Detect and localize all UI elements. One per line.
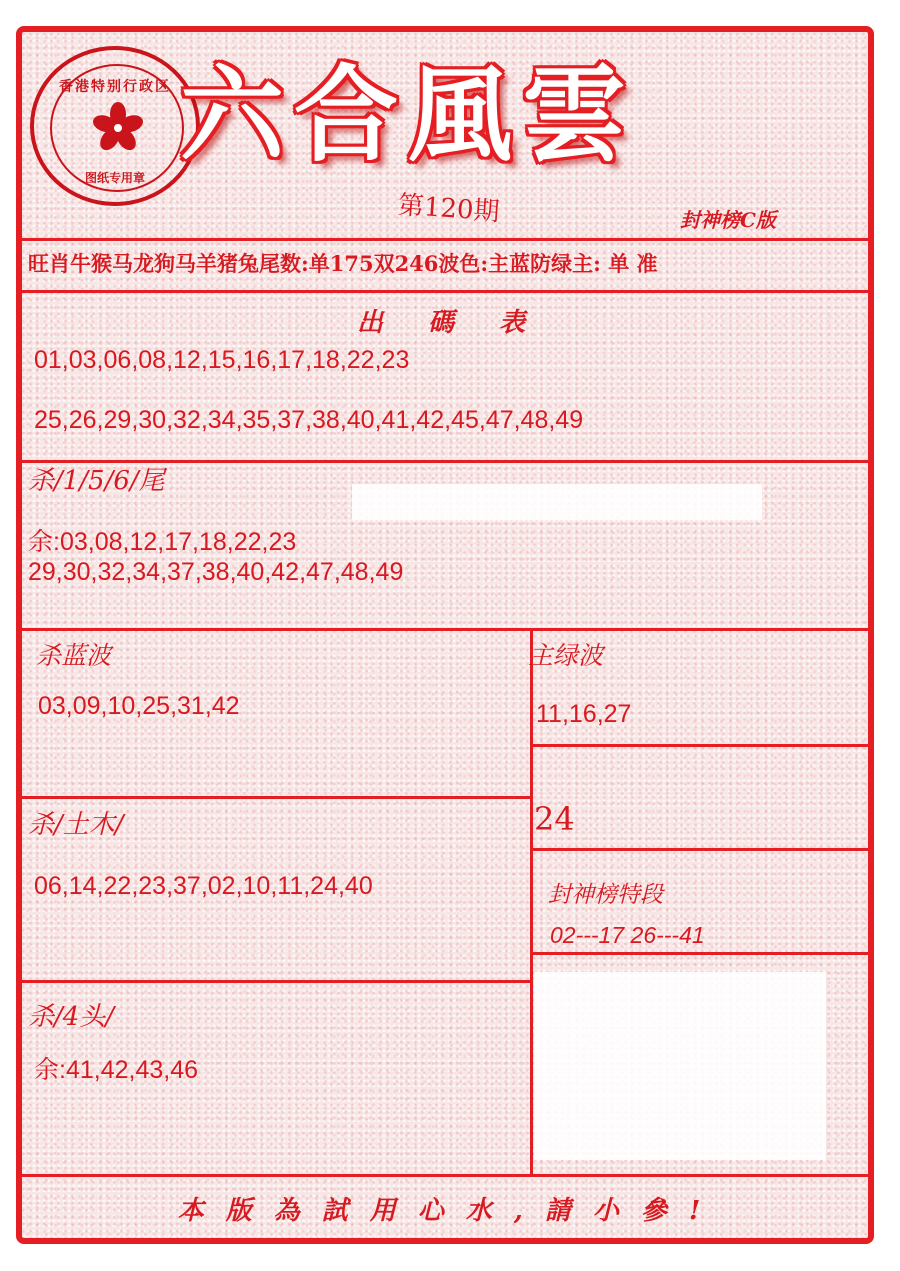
seal-text: 香港特别行政区 (59, 79, 171, 95)
version-label: 封神榜C版 (680, 208, 776, 232)
poster-title: 六合風雲 (180, 53, 637, 176)
blank-box-bottom (534, 972, 826, 1160)
divider-info (22, 290, 868, 293)
code-table-title: 出 碼 表 (356, 308, 544, 338)
kill-head-numbers: 余:41,42,43,46 (34, 1056, 199, 1084)
special-numbers: 02---17 26---41 (550, 922, 705, 948)
code-table-line-1: 01,03,06,08,12,15,16,17,18,22,23 (34, 346, 410, 374)
divider-header (22, 238, 868, 241)
kill-element-label: 杀/土木/ (28, 810, 124, 840)
special-label: 封神榜特段 (548, 882, 663, 908)
single-number: 24 (534, 800, 575, 838)
footer-note: 本版為試用心水,請小參! (177, 1196, 723, 1226)
kill-tail-label: 杀/1/5/6/尾 (28, 466, 165, 496)
kill-blue-label: 杀蓝波 (36, 641, 112, 670)
kill-element-numbers: 06,14,22,23,37,02,10,11,24,40 (34, 872, 373, 900)
divider-right-3 (530, 952, 868, 955)
official-seal (30, 46, 200, 206)
divider-tail (22, 628, 868, 631)
divider-right-1 (530, 744, 868, 747)
divider-vertical (530, 628, 533, 1176)
issue-number: 第120期 (396, 190, 501, 228)
blank-box-top (352, 484, 762, 520)
kill-tail-line-2: 29,30,32,34,37,38,40,42,47,48,49 (28, 558, 404, 586)
zodiac-info-row: 旺肖牛猴马龙狗马羊猪兔尾数:单175双246波色:主蓝防绿主: 单 准 (28, 251, 658, 276)
main-green-label: 主绿波 (528, 641, 604, 670)
main-green-numbers: 11,16,27 (536, 700, 632, 728)
kill-tail-line-1: 余:03,08,12,17,18,22,23 (28, 528, 297, 556)
bauhinia-flower-icon (92, 102, 144, 154)
kill-blue-numbers: 03,09,10,25,31,42 (38, 692, 240, 720)
kill-head-label: 杀/4头/ (28, 1002, 115, 1032)
divider-right-2 (530, 848, 868, 851)
divider-footer (22, 1174, 868, 1177)
code-table-line-2: 25,26,29,30,32,34,35,37,38,40,41,42,45,47,48,49 (34, 406, 584, 434)
divider-left-2 (22, 980, 530, 983)
seal-bottom-text: 图纸专用章 (84, 171, 145, 185)
divider-left-1 (22, 796, 530, 799)
